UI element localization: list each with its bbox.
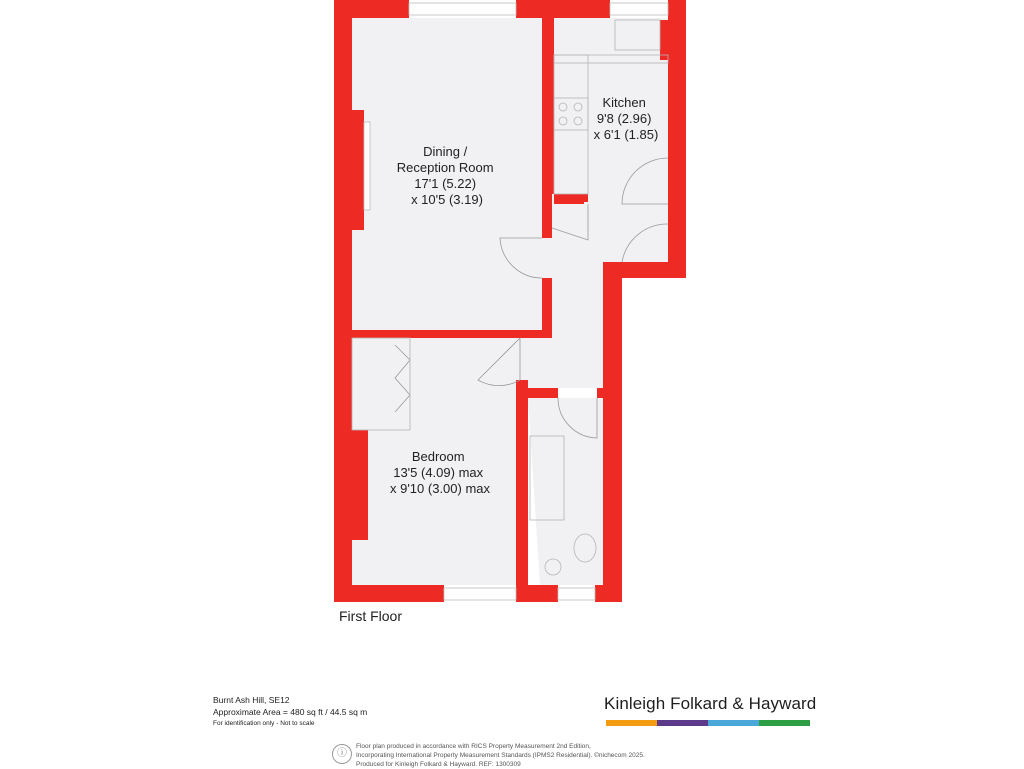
window-dining — [409, 3, 516, 15]
brand-name: Kinleigh Folkard & Hayward — [604, 694, 817, 713]
window-dining-side — [364, 122, 370, 210]
wall-dining-hall-lower — [542, 278, 552, 338]
window-bedroom — [444, 588, 516, 600]
measurement-icon: ⓘ — [332, 744, 352, 764]
wall-dining-kitchen — [542, 0, 554, 194]
wall-dining-thick — [352, 110, 364, 230]
dining-line: Reception Room — [396, 160, 494, 175]
window-bath — [558, 588, 595, 600]
wall-bottom-right — [595, 585, 622, 602]
brand-bar-blue — [708, 720, 759, 726]
wall-bed-thick — [352, 430, 368, 540]
wall-right-kitchen — [668, 0, 686, 278]
dining-line: Dining / — [423, 144, 468, 159]
property-info — [213, 694, 367, 730]
kitchen-line: Kitchen — [602, 95, 646, 110]
approximate-area: Approximate Area = 480 sq ft / 44.5 sq m — [213, 707, 368, 717]
window-kitchen — [610, 3, 668, 15]
wall-dining-bottom — [334, 330, 552, 338]
disclaimer-line: Floor plan produced in accordance with RICS Property Measurement 2nd Edition, — [356, 743, 591, 750]
wall-kitchen-right-thick — [660, 20, 668, 60]
bedroom-line: x 9'10 (3.00) max — [389, 481, 491, 496]
wall-left — [334, 0, 352, 602]
wall-bed-bath — [516, 380, 528, 585]
dining-line: x 10'5 (3.19) — [411, 192, 483, 207]
wall-kitchen-stub — [584, 194, 588, 202]
bathroom-floor — [528, 398, 603, 585]
brand-bar-green — [759, 720, 810, 726]
wall-kitchen-bottom — [554, 194, 584, 204]
wall-bottom-left — [334, 585, 444, 602]
kitchen-line: x 6'1 (1.85) — [593, 127, 659, 142]
wall-dining-hall — [542, 194, 552, 238]
kitchen-label — [594, 95, 659, 142]
wall-top-mid — [516, 0, 610, 18]
disclaimer-line: Incorporating International Property Measurement Standards (IPMS2 Residential). ©nichecom 2025. — [356, 752, 645, 759]
bedroom-line: Bedroom — [411, 449, 465, 464]
floor-label: First Floor — [339, 608, 402, 624]
wall-bath-top — [528, 388, 558, 398]
address: Burnt Ash Hill, SE12 — [213, 695, 290, 705]
brand-bar-orange — [606, 720, 657, 726]
wall-right-lower — [603, 262, 622, 602]
brand-color-bar — [606, 720, 810, 726]
disclaimer-line: Produced for Kinleigh Folkard & Hayward. REF: 1300309 — [356, 761, 521, 768]
disclaimer — [356, 742, 645, 769]
brand-bar-purple — [657, 720, 708, 726]
dining-line: 17'1 (5.22) — [414, 176, 477, 191]
wall-top-left — [334, 0, 409, 18]
scale-note: For identification only - Not to scale — [213, 720, 315, 727]
bedroom-line: 13'5 (4.09) max — [393, 465, 484, 480]
wall-bottom-mid — [516, 585, 558, 602]
wall-bath-top-right — [597, 388, 603, 398]
kitchen-line: 9'8 (2.96) — [596, 111, 652, 126]
